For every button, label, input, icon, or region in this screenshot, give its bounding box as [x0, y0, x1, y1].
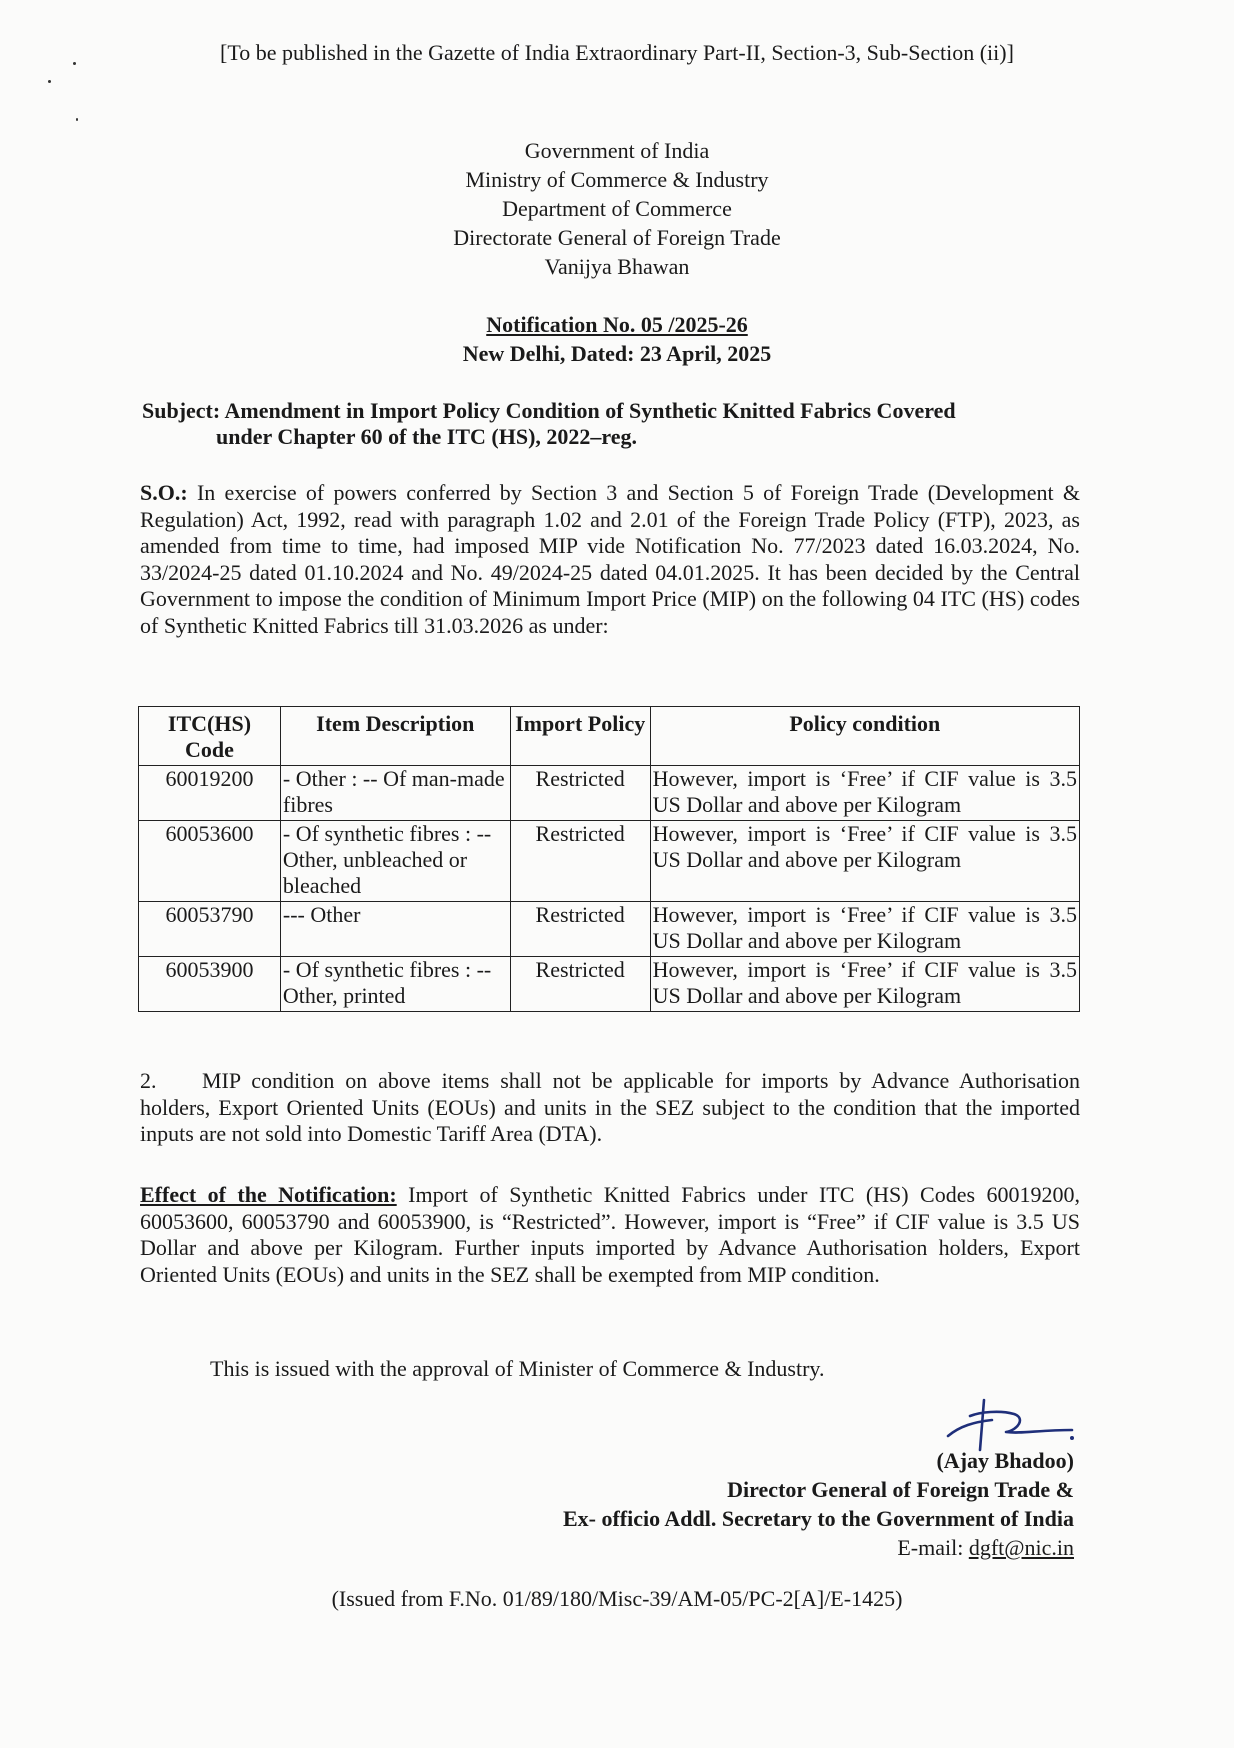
issuing-authority-header [0, 136, 1234, 281]
paragraph-2 [140, 1068, 1080, 1148]
table-row [139, 766, 1080, 821]
subject-line-1: Subject: Amendment in Import Policy Condition of Synthetic Knitted Fabrics Covered [142, 398, 956, 423]
header-import-policy: Import Policy [510, 707, 650, 766]
table-header-row [139, 707, 1080, 766]
notification-heading [0, 310, 1234, 368]
cell-policy-condition: However, import is ‘Free’ if CIF value is 3.5 US Dollar and above per Kilogram [650, 821, 1079, 902]
paragraph-2-text: MIP condition on above items shall not be applicable for imports by Advance Authorisation holders, Export Oriented Units (EOUs) and units in the SEZ subject to the condition that the imported inputs are not sold into Domestic Tariff Area (DTA). [140, 1068, 1080, 1146]
cell-policy-condition: However, import is ‘Free’ if CIF value is 3.5 US Dollar and above per Kilogram [650, 766, 1079, 821]
subject-line-2: under Chapter 60 of the ITC (HS), 2022–reg. [216, 424, 638, 449]
signatory-email-line [400, 1533, 1074, 1562]
signatory-designation-2: Ex- officio Addl. Secretary to the Government of India [562, 1506, 1074, 1531]
header-itc-hs-code: ITC(HS) Code [139, 707, 281, 766]
cell-code: 60053600 [139, 821, 281, 902]
cell-description: - Of synthetic fibres : -- Other, printed [280, 957, 510, 1012]
header-policy-condition: Policy condition [650, 707, 1079, 766]
notification-number: Notification No. 05 /2025-26 [486, 312, 748, 337]
scan-speck [76, 118, 78, 121]
cell-policy-condition: However, import is ‘Free’ if CIF value is 3.5 US Dollar and above per Kilogram [650, 957, 1079, 1012]
so-paragraph [140, 480, 1080, 639]
table-row [139, 821, 1080, 902]
effect-label: Effect of the Notification: [140, 1182, 397, 1207]
notification-date: New Delhi, Dated: 23 April, 2025 [462, 341, 772, 366]
cell-code: 60019200 [139, 766, 281, 821]
subject [142, 398, 1082, 450]
header-ministry: Ministry of Commerce & Industry [465, 167, 769, 192]
header-item-description: Item Description [280, 707, 510, 766]
header-building: Vanijya Bhawan [544, 254, 690, 279]
signatory-name: (Ajay Bhadoo) [936, 1448, 1074, 1473]
cell-description: - Other : -- Of man-made fibres [280, 766, 510, 821]
header-directorate: Directorate General of Foreign Trade [453, 225, 781, 250]
effect-paragraph [140, 1182, 1080, 1288]
so-label: S.O.: [140, 480, 188, 505]
scan-speck [48, 80, 51, 83]
cell-code: 60053790 [139, 902, 281, 957]
approval-statement: This is issued with the approval of Minister of Commerce & Industry. [210, 1356, 825, 1381]
paragraph-number: 2. [140, 1068, 157, 1093]
cell-import-policy: Restricted [510, 766, 650, 821]
gazette-line: [To be published in the Gazette of India Extraordinary Part-II, Section-3, Sub-Section (ii)] [220, 40, 1014, 65]
so-text: In exercise of powers conferred by Section 3 and Section 5 of Foreign Trade (Development & Regulation) Act, 1992, read with paragraph 1.02 and 2.01 of the Foreign Trade Policy (FTP), 2023, as amended from time to time, had imposed MIP vide Notification No. 77/2023 dated 16.03.2024, No. 33/2024-25 dated 01.10.2024 and No. 49/2024-25 dated 04.01.2025. It has been decided by the Central Government to impose the condition of Minimum Import Price (MIP) on the following 04 ITC (HS) codes of Synthetic Knitted Fabrics till 31.03.2026 as under: [140, 480, 1080, 638]
email-link[interactable]: dgft@nic.in [968, 1535, 1074, 1560]
cell-import-policy: Restricted [510, 957, 650, 1012]
signatory-block [400, 1446, 1074, 1562]
table-row [139, 902, 1080, 957]
table-row [139, 957, 1080, 1012]
header-government: Government of India [524, 138, 710, 163]
cell-policy-condition: However, import is ‘Free’ if CIF value is 3.5 US Dollar and above per Kilogram [650, 902, 1079, 957]
email-label: E-mail: [897, 1535, 969, 1560]
cell-description: - Of synthetic fibres : -- Other, unbleached or bleached [280, 821, 510, 902]
cell-import-policy: Restricted [510, 821, 650, 902]
cell-description: --- Other [280, 902, 510, 957]
issued-from-line: (Issued from F.No. 01/89/180/Misc-39/AM-05/PC-2[A]/E-1425) [331, 1586, 903, 1611]
cell-code: 60053900 [139, 957, 281, 1012]
policy-table [138, 706, 1080, 1012]
header-department: Department of Commerce [502, 196, 732, 221]
effect-text: Import of Synthetic Knitted Fabrics under ITC (HS) Codes 60019200, 60053600, 60053790 and 60053900, is “Restricted”. However, import is “Free” if CIF value is 3.5 US Dollar and above per Kilogram. Further inputs imported by Advance Authorisation holders, Export Oriented Units (EOUs) and units in the SEZ shall be exempted from MIP condition. [140, 1182, 1080, 1287]
signatory-designation-1: Director General of Foreign Trade & [727, 1477, 1074, 1502]
cell-import-policy: Restricted [510, 902, 650, 957]
